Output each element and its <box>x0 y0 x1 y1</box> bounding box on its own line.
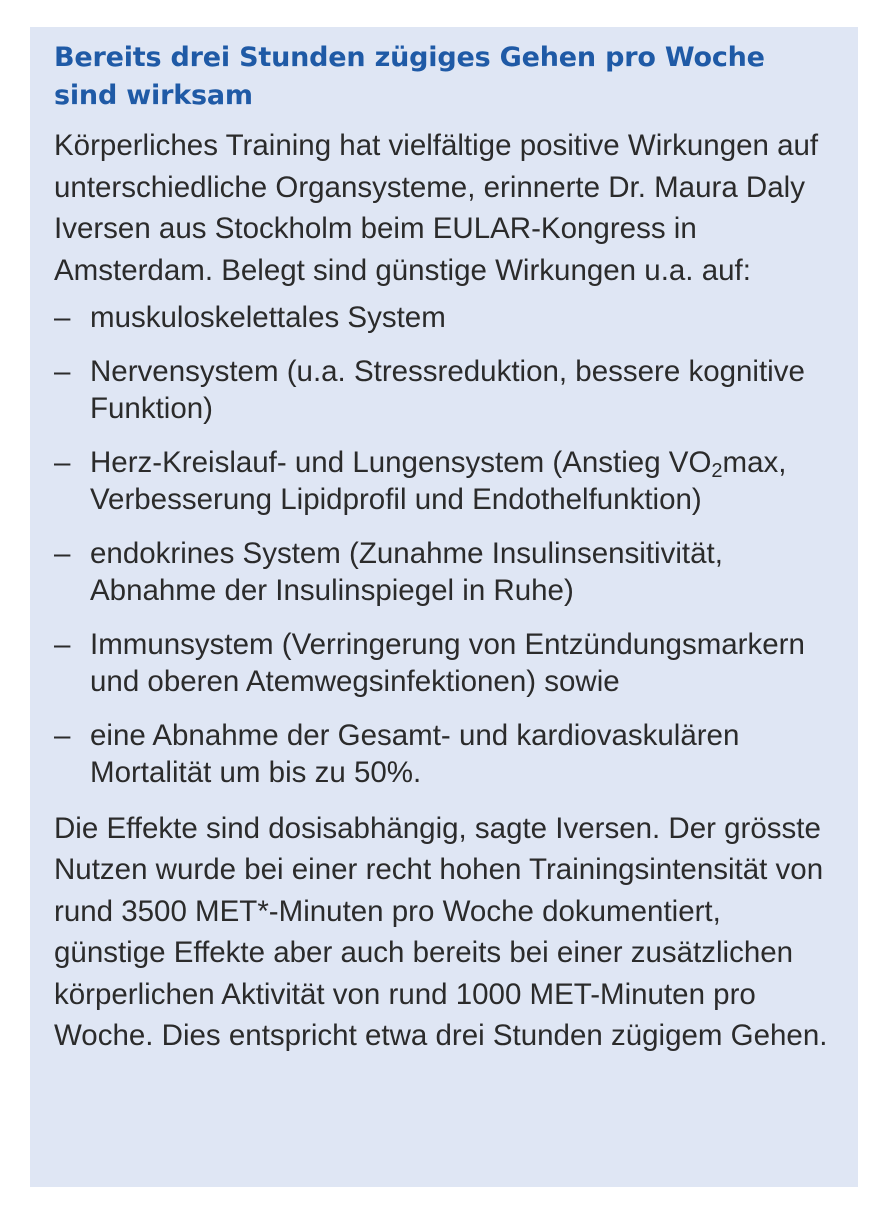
list-item-text-before: Herz-Kreislauf- und Lungensystem (Anstieg VO <box>90 445 712 479</box>
outro-paragraph: Die Effekte sind dosisabhängig, sagte Iversen. Der grösste Nutzen wurde bei einer recht hohen Trainingsintensität von rund 3500 MET*-Minuten pro Woche dokumentiert, günstige Effekte aber auch bereits bei einer zusätzlichen körperlichen Aktivität von rund 1000 MET-Minuten pro Woche. Dies entspricht etwa drei Stunden zügigem Gehen. <box>54 811 828 1052</box>
dash-bullet: – <box>54 536 71 570</box>
list-item-text: endokrines System (Zunahme Insulinsensitivität, Abnahme der Insulinspiegel in Ruhe) <box>90 536 723 607</box>
box-title: Bereits drei Stunden zügiges Gehen pro Woche sind wirksam <box>54 42 765 111</box>
dash-bullet: – <box>54 445 71 479</box>
dash-bullet: – <box>54 718 71 752</box>
effects-list <box>54 299 828 792</box>
list-item <box>54 299 828 337</box>
list-item-text: muskuloskelettales System <box>90 301 446 334</box>
dash-bullet: – <box>54 627 71 661</box>
list-item-text-after: max, Verbesserung Lipidprofil und Endothelfunktion) <box>90 445 787 516</box>
list-item-text <box>90 446 786 517</box>
intro-paragraph: Körperliches Training hat vielfältige positive Wirkungen auf unterschiedliche Organsysteme, erinnerte Dr. Maura Daly Iversen aus Stockholm beim EULAR-Kongress in Amsterdam. Belegt sind günstige Wirkungen u.a. auf: <box>54 129 819 287</box>
list-item <box>54 444 828 519</box>
list-item-text: Nervensystem (u.a. Stressreduktion, bessere kognitive Funktion) <box>90 354 805 425</box>
subscript-2: 2 <box>711 459 723 482</box>
dash-bullet: – <box>54 301 71 334</box>
info-box <box>30 27 858 1187</box>
list-item-text: eine Abnahme der Gesamt- und kardiovaskulären Mortalität um bis zu 50%. <box>90 718 740 789</box>
dash-bullet: – <box>54 354 71 388</box>
list-item <box>54 717 828 792</box>
list-item <box>54 535 828 610</box>
list-item-text: Immunsystem (Verringerung von Entzündungsmarkern und oberen Atemwegsinfektionen) sowie <box>90 627 805 698</box>
list-item <box>54 626 828 701</box>
list-item <box>54 353 828 428</box>
